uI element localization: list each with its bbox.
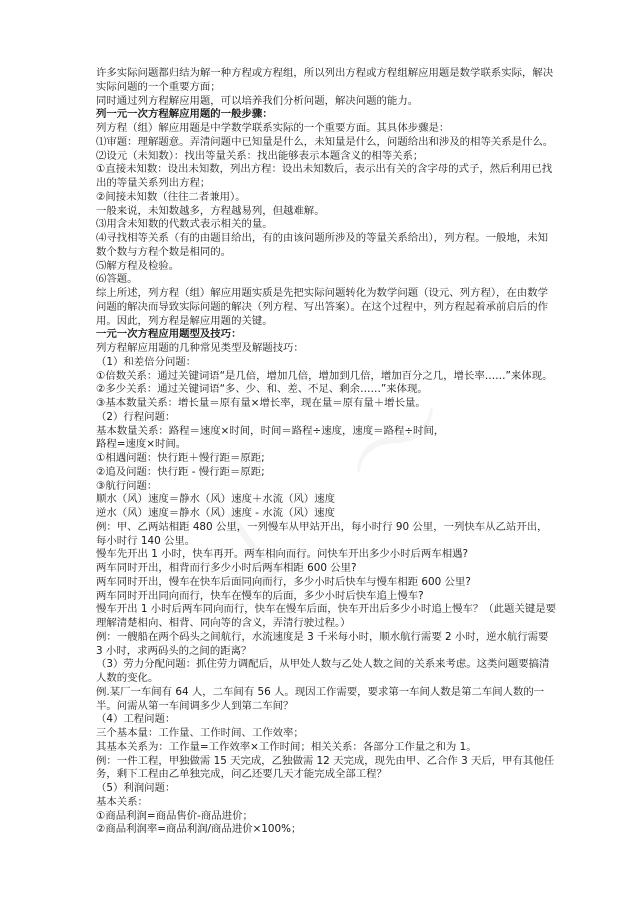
paragraph: ⑵设元（未知数）：找出等量关系：找出能够表示本题含义的相等关系； (96, 149, 424, 162)
paragraph: ⑹答题。 (96, 273, 138, 286)
paragraph: ②间接未知数（往往二者兼用）。 (96, 190, 246, 203)
paragraph: ⑶用含未知数的代数式表示相关的量。 (96, 218, 273, 231)
paragraph: ③航行问题： (96, 479, 158, 492)
paragraph: 顺水（风）速度＝静水（风）速度＋水流（风）速度 (96, 493, 335, 506)
paragraph: ⑸解方程及检验。 (96, 259, 180, 272)
paragraph: 三个基本量：工作量、工作时间、工作效率； (96, 727, 304, 739)
paragraph: 基本关系： (96, 795, 148, 808)
paragraph: ②多少关系：通过关键词语“多、少、和、差、不足、剩余……”来体现。 (96, 383, 428, 396)
paragraph: ②追及问题：快行距 - 慢行距＝原距; (96, 465, 265, 478)
paragraph: 其基本关系为：工作量=工作效率×工作时间；相关关系：各部分工作量之和为 1。 (96, 740, 477, 753)
paragraph: 例：甲、乙两站相距 480 公里，一列慢车从甲站开出，每小时行 90 公里，一列快车从乙站开出，每小时行 140 公里。 (96, 520, 548, 547)
paragraph: ①直接未知数：设出未知数，列出方程：设出未知数后，表示出有关的含字母的式子，然后利用已找出的等量关系列出方程； (96, 163, 553, 189)
paragraph: 路程=速度×时间。 (96, 438, 187, 451)
paragraph: 列方程解应用题的几种常见类型及解题技巧： (96, 342, 304, 354)
paragraph: ③基本数量关系：增长量＝原有量×增长率，现在量＝原有量＋增长量。 (96, 397, 426, 409)
paragraph: 例.某厂一车间有 64 人，二车间有 56 人。现因工作需要，要求第一车间人数是第二车间人数的一半。问需从第一车间调多少人到第二车间？ (96, 685, 545, 712)
paragraph: 例：一艘船在两个码头之间航行，水流速度是 3 千米每小时，顺水航行需要 2 小时，逆水航行需要 3 小时，求两码头的之间的距离？ (96, 630, 549, 657)
document-body (96, 67, 556, 837)
paragraph: （5）利润问题： (96, 782, 176, 794)
section-heading: 列一元一次方程解应用题的一般步骤： (96, 108, 273, 121)
paragraph: 许多实际问题都归结为解一种方程或方程组，所以列出方程或方程组解应用题是数学联系实际，解决实际问题的一个重要方面； (96, 67, 554, 93)
paragraph: ②商品利润率=商品利润/商品进价×100%； (96, 823, 302, 836)
paragraph: 基本数量关系：路程＝速度×时间，时间＝路程÷速度，速度＝路程÷时间， (96, 424, 445, 437)
paragraph: 例：一件工程，甲独做需 15 天完成，乙独做需 12 天完成，现先由甲、乙合作 3 天后，甲有其他任务，剩下工程由乙单独完成，问乙还要几天才能完成全部工程？ (96, 754, 555, 781)
paragraph: ①倍数关系：通过关键词语“是几倍，增加几倍，增加到几倍，增加百分之几，增长率……”来体现。 (96, 369, 553, 382)
section-heading: 一元一次方程应用题型及技巧： (96, 328, 242, 341)
paragraph: 列方程（组）解应用题是中学数学联系实际的一个重要方面。其具体步骤是： (96, 122, 450, 134)
paragraph: （2）行程问题： (96, 410, 176, 423)
paragraph: （4）工程问题： (96, 713, 176, 726)
paragraph: 两车同时开出，慢车在快车后面同向而行，多少小时后快车与慢车相距 600 公里? (96, 575, 471, 588)
paragraph: 慢车先开出 1 小时，快车再开。两车相向而行。问快车开出多少小时后两车相遇? (96, 548, 469, 561)
paragraph: （1）和差倍分问题： (96, 355, 197, 368)
paragraph: 同时通过列方程解应用题，可以培养我们分析问题，解决问题的能力。 (96, 94, 419, 107)
paragraph: ①相遇问题：快行距＋慢行距＝原距; (96, 452, 265, 464)
paragraph: ①商品利润=商品售价-商品进价； (96, 809, 253, 822)
paragraph: ⑴审题：理解题意。弄清问题中已知量是什么，未知量是什么，问题给出和涉及的相等关系是什么。 (96, 135, 554, 148)
paragraph: 慢车开出 1 小时后两车同向而行，快车在慢车后面，快车开出后多少小时追上慢车？（此题关键是要理解清楚相向、相背、同向等的含义，弄清行驶过程。） (96, 603, 557, 629)
paragraph: （3）劳力分配问题：抓住劳力调配后，从甲处人数与乙处人数之间的关系来考虑。这类问题要搞清人数的变化。 (96, 658, 550, 684)
paragraph: 逆水（风）速度＝静水（风）速度 - 水流（风）速度 (96, 507, 335, 519)
paragraph: ⑷寻找相等关系（有的由题目给出，有的由该问题所涉及的等量关系给出），列方程。一般地，未知数个数与方程个数是相同的。 (96, 232, 548, 258)
paragraph: 两车同时开出，相背而行多少小时后两车相距 600 公里? (96, 562, 357, 574)
paragraph: 综上所述，列方程（组）解应用题实质是先把实际问题转化为数学问题（设元、列方程），在由数学问题的解决而导致实际问题的解决（列方程、写出答案）。在这个过程中，列方程起着承前启后的作用。因此，列方程是解应用题的关键。 (96, 287, 548, 327)
paragraph: 一般来说，未知数越多，方程越易列，但越难解。 (96, 204, 325, 217)
paragraph: 两车同时开出同向而行，快车在慢车的后面，多少小时后快车追上慢车? (96, 589, 424, 602)
